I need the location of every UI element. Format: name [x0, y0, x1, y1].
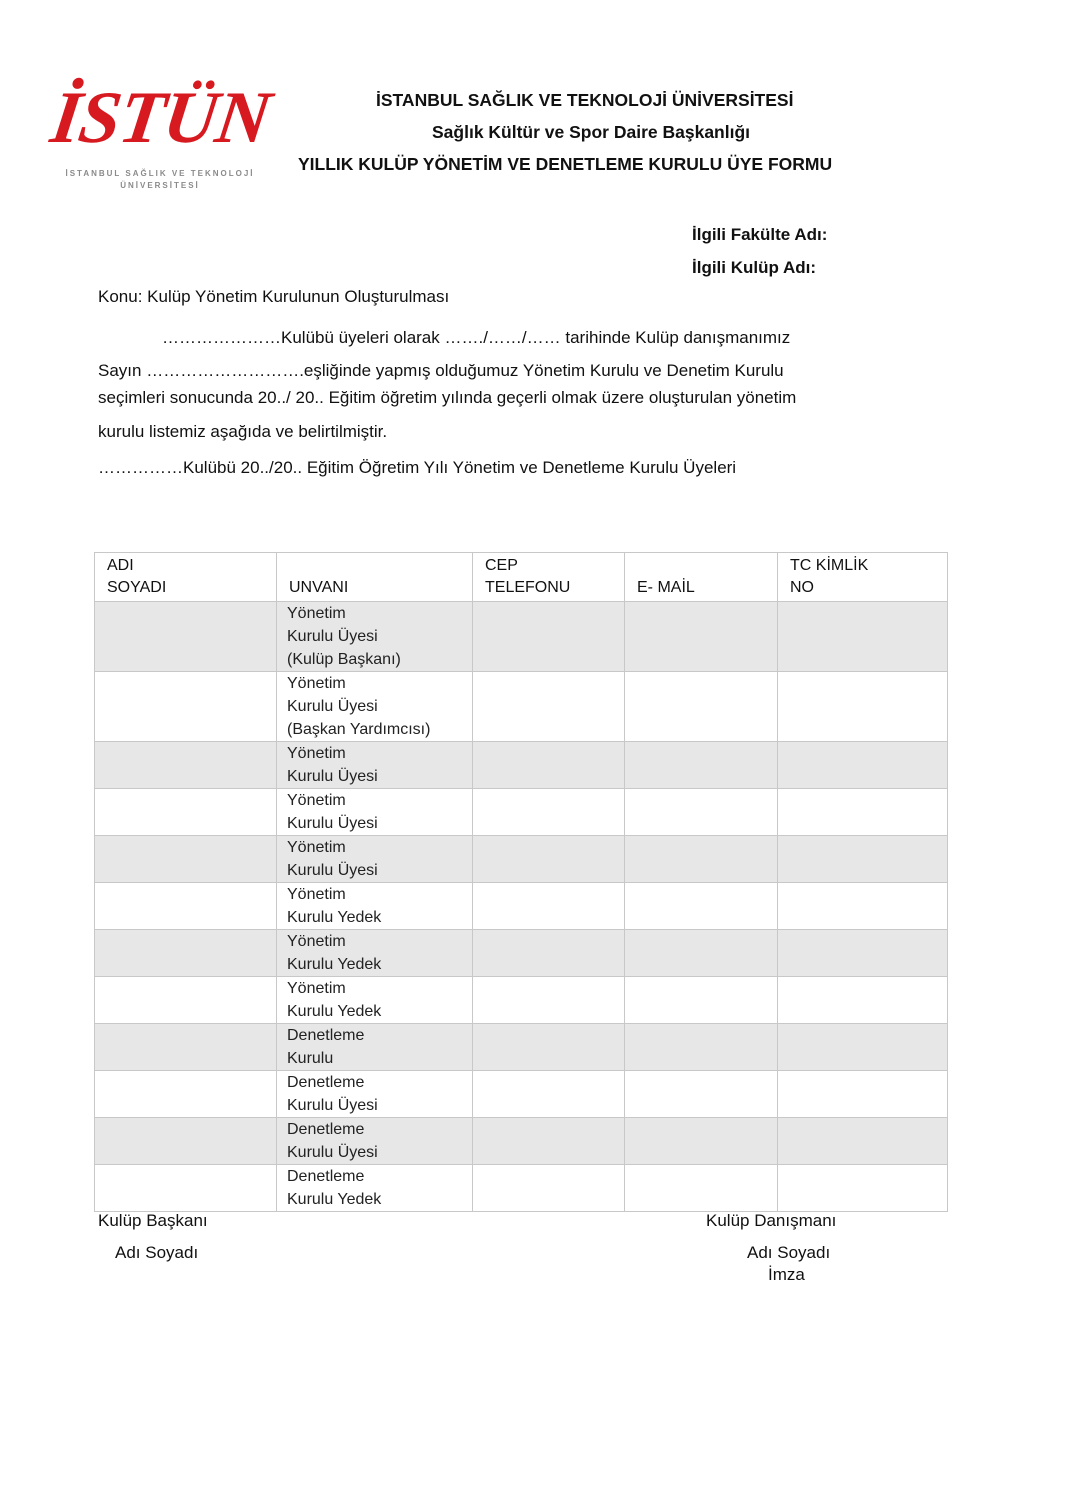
logo-subtitle-line2: ÜNİVERSİTESİ [120, 181, 200, 190]
tc-id-cell[interactable] [778, 977, 948, 1024]
header-tc-id: TC KİMLİK NO [778, 553, 948, 602]
tc-id-cell[interactable] [778, 602, 948, 672]
university-name: İSTANBUL SAĞLIK VE TEKNOLOJİ ÜNİVERSİTESİ [376, 90, 794, 110]
name-cell[interactable] [95, 883, 277, 930]
title-cell: Denetleme Kurulu Üyesi [277, 1071, 473, 1118]
table-row [95, 1024, 948, 1071]
title-cell: Yönetim Kurulu Üyesi [277, 836, 473, 883]
subject-line: Konu: Kulüp Yönetim Kurulunun Oluşturulması [98, 287, 450, 306]
phone-cell[interactable] [473, 883, 625, 930]
title-cell: Yönetim Kurulu Yedek [277, 977, 473, 1024]
phone-cell[interactable] [473, 1071, 625, 1118]
title-cell: Yönetim Kurulu Üyesi (Kulüp Başkanı) [277, 602, 473, 672]
signature-right-sign: İmza [768, 1265, 805, 1284]
table-row [95, 742, 948, 789]
email-cell[interactable] [625, 1071, 778, 1118]
tc-id-cell[interactable] [778, 789, 948, 836]
name-cell[interactable] [95, 836, 277, 883]
name-cell[interactable] [95, 1024, 277, 1071]
email-cell[interactable] [625, 1024, 778, 1071]
email-cell[interactable] [625, 742, 778, 789]
tc-id-cell[interactable] [778, 1071, 948, 1118]
title-cell: Yönetim Kurulu Yedek [277, 930, 473, 977]
title-cell: Yönetim Kurulu Üyesi [277, 742, 473, 789]
phone-cell[interactable] [473, 836, 625, 883]
name-cell[interactable] [95, 672, 277, 742]
name-cell[interactable] [95, 742, 277, 789]
name-cell[interactable] [95, 789, 277, 836]
table-row [95, 1165, 948, 1212]
table-header-row [95, 553, 948, 602]
name-cell[interactable] [95, 1118, 277, 1165]
phone-cell[interactable] [473, 1118, 625, 1165]
header-title: UNVANI [277, 553, 473, 602]
table-row [95, 1071, 948, 1118]
signature-left-title: Kulüp Başkanı [98, 1211, 208, 1230]
tc-id-cell[interactable] [778, 1165, 948, 1212]
tc-id-cell[interactable] [778, 836, 948, 883]
table-row [95, 883, 948, 930]
email-cell[interactable] [625, 672, 778, 742]
tc-id-cell[interactable] [778, 883, 948, 930]
paragraph-line-1: …………………Kulübü üyeleri olarak ……./……/…… tarihinde Kulüp danışmanımız [162, 328, 791, 347]
table-row [95, 789, 948, 836]
university-logo [46, 74, 275, 199]
logo-subtitle-line1: İSTANBUL SAĞLIK VE TEKNOLOJİ [65, 169, 255, 178]
title-cell: Denetleme Kurulu Üyesi [277, 1118, 473, 1165]
phone-cell[interactable] [473, 789, 625, 836]
signature-left-name: Adı Soyadı [115, 1243, 199, 1262]
club-name-label: İlgili Kulüp Adı: [692, 258, 817, 277]
logo-wordmark: İSTÜN [46, 77, 275, 159]
title-cell: Denetleme Kurulu [277, 1024, 473, 1071]
tc-id-cell[interactable] [778, 672, 948, 742]
table-row [95, 836, 948, 883]
table-row [95, 977, 948, 1024]
form-title: YILLIK KULÜP YÖNETİM VE DENETLEME KURULU ÜYE FORMU [298, 154, 833, 174]
signature-right-title: Kulüp Danışmanı [706, 1211, 837, 1230]
phone-cell[interactable] [473, 930, 625, 977]
table-row [95, 1118, 948, 1165]
faculty-name-label: İlgili Fakülte Adı: [692, 225, 828, 244]
header-phone: CEP TELEFONU [473, 553, 625, 602]
email-cell[interactable] [625, 930, 778, 977]
paragraph-line-4: kurulu listemiz aşağıda ve belirtilmiştir. [98, 422, 388, 441]
table-row [95, 930, 948, 977]
email-cell[interactable] [625, 1165, 778, 1212]
header-email: E- MAİL [625, 553, 778, 602]
phone-cell[interactable] [473, 977, 625, 1024]
members-table [94, 552, 948, 1212]
phone-cell[interactable] [473, 1165, 625, 1212]
table-caption: ……………Kulübü 20../20.. Eğitim Öğretim Yılı Yönetim ve Denetleme Kurulu Üyeleri [98, 458, 737, 477]
tc-id-cell[interactable] [778, 742, 948, 789]
title-cell: Yönetim Kurulu Üyesi (Başkan Yardımcısı) [277, 672, 473, 742]
name-cell[interactable] [95, 1071, 277, 1118]
tc-id-cell[interactable] [778, 1118, 948, 1165]
tc-id-cell[interactable] [778, 930, 948, 977]
name-cell[interactable] [95, 930, 277, 977]
department-name: Sağlık Kültür ve Spor Daire Başkanlığı [432, 122, 751, 142]
phone-cell[interactable] [473, 742, 625, 789]
email-cell[interactable] [625, 789, 778, 836]
paragraph-line-3: seçimleri sonucunda 20../ 20.. Eğitim öğretim yılında geçerli olmak üzere oluşturulan yönetim [98, 388, 797, 407]
signature-right-name: Adı Soyadı [747, 1243, 831, 1262]
table-row [95, 672, 948, 742]
table-row [95, 602, 948, 672]
name-cell[interactable] [95, 1165, 277, 1212]
email-cell[interactable] [625, 977, 778, 1024]
phone-cell[interactable] [473, 672, 625, 742]
name-cell[interactable] [95, 602, 277, 672]
email-cell[interactable] [625, 1118, 778, 1165]
phone-cell[interactable] [473, 1024, 625, 1071]
email-cell[interactable] [625, 836, 778, 883]
header-name: ADI SOYADI [95, 553, 277, 602]
email-cell[interactable] [625, 602, 778, 672]
title-cell: Denetleme Kurulu Yedek [277, 1165, 473, 1212]
email-cell[interactable] [625, 883, 778, 930]
tc-id-cell[interactable] [778, 1024, 948, 1071]
title-cell: Yönetim Kurulu Üyesi [277, 789, 473, 836]
title-cell: Yönetim Kurulu Yedek [277, 883, 473, 930]
paragraph-line-2: Sayın ……………………….eşliğinde yapmış olduğumuz Yönetim Kurulu ve Denetim Kurulu [98, 361, 784, 380]
phone-cell[interactable] [473, 602, 625, 672]
name-cell[interactable] [95, 977, 277, 1024]
